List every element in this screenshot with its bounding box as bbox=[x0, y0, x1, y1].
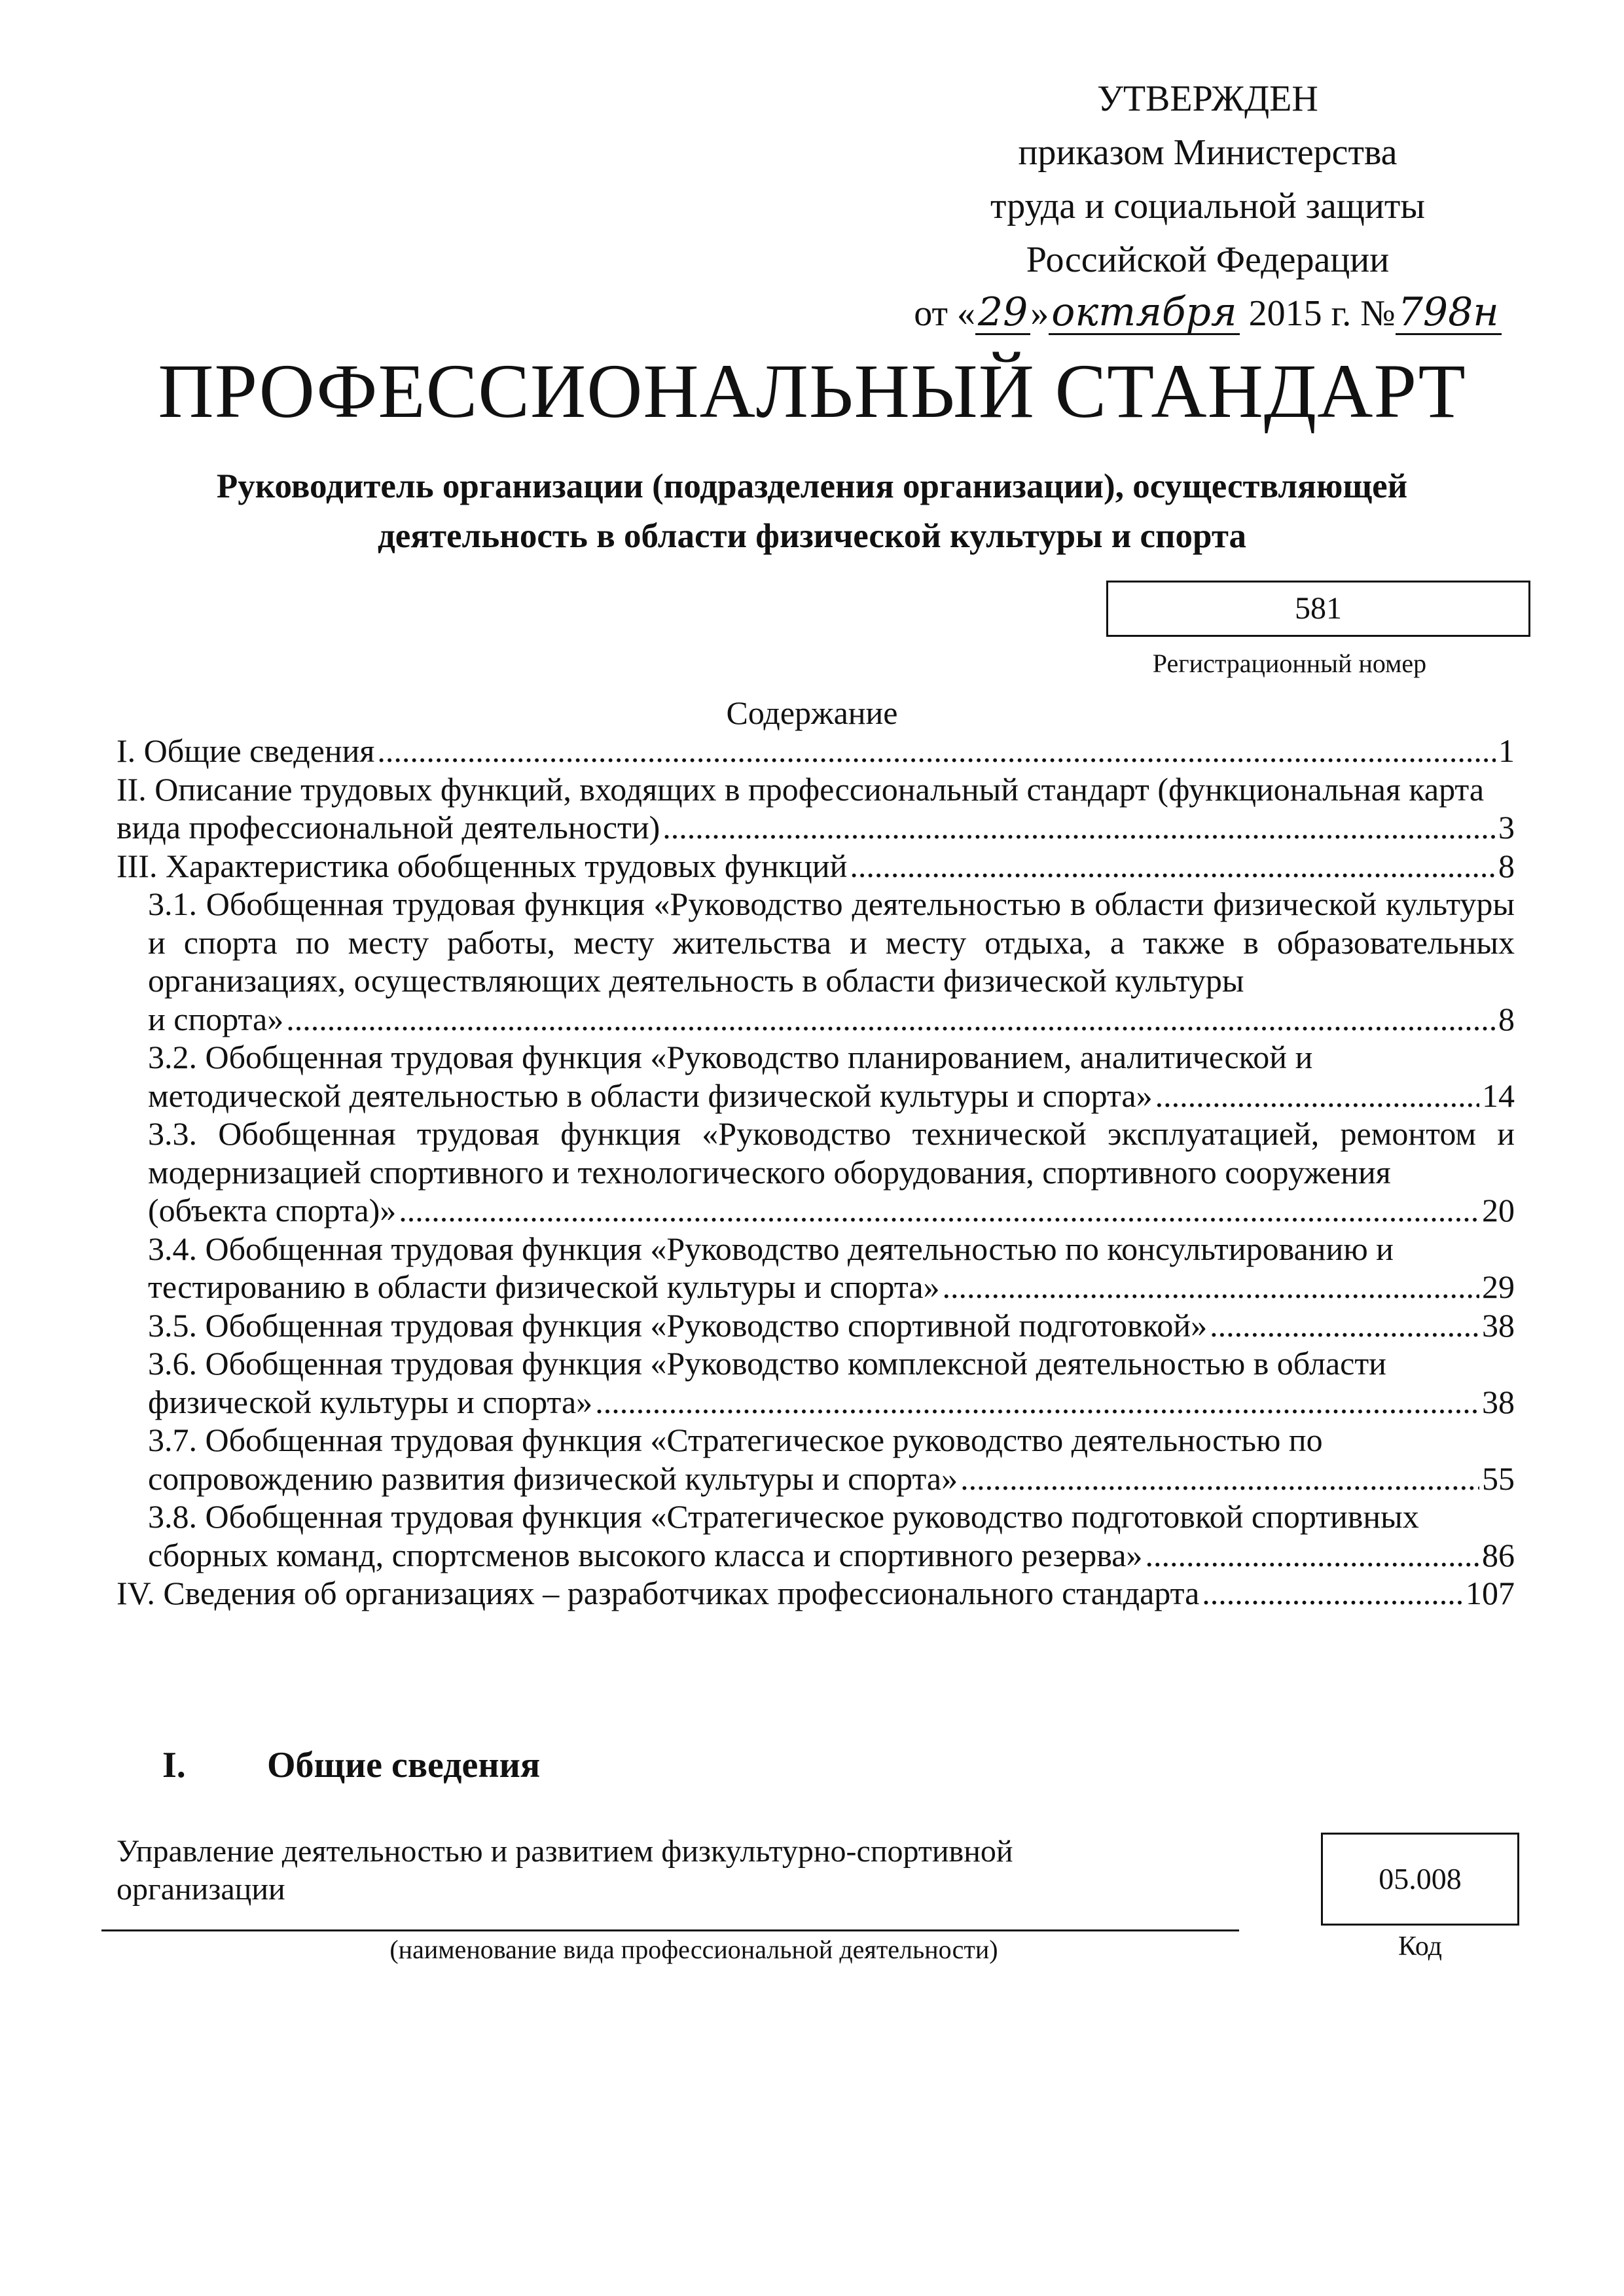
toc-page: 8 bbox=[1498, 847, 1515, 884]
toc-item[interactable]: II. Описание трудовых функций, входящих в профессиональный стандарт (функциональная карта вида профессиональной деятельности) ..... 3 bbox=[117, 770, 1515, 847]
handwritten-month: октября bbox=[1049, 291, 1239, 335]
handwritten-day: 29 bbox=[975, 291, 1030, 335]
document-subtitle bbox=[131, 461, 1493, 561]
toc-dots bbox=[662, 808, 1496, 847]
toc-item[interactable]: 3.6. Обобщенная трудовая функция «Руководство комплексной деятельностью в области физической культуры и спорта» ..... 38 bbox=[117, 1344, 1515, 1421]
activity-code-caption: Код bbox=[1398, 1931, 1443, 1962]
toc-dots bbox=[595, 1383, 1479, 1422]
date-mid: » bbox=[1030, 293, 1049, 334]
section-number: I. bbox=[162, 1745, 186, 1785]
toc-page: 29 bbox=[1482, 1268, 1515, 1305]
registration-number-caption: Регистрационный номер bbox=[1152, 649, 1427, 678]
subtitle-line: деятельность в области физической культуры и спорта bbox=[377, 517, 1247, 555]
toc-page: 38 bbox=[1482, 1306, 1515, 1344]
approval-line: приказом Министерства bbox=[1018, 132, 1398, 173]
toc-item[interactable]: I. Общие сведения ..... 1 bbox=[117, 732, 1515, 770]
toc-page: 1 bbox=[1498, 732, 1515, 769]
approval-block bbox=[913, 72, 1502, 340]
toc-page: 8 bbox=[1498, 1000, 1515, 1037]
toc-item[interactable]: 3.5. Обобщенная трудовая функция «Руководство спортивной подготовкой» ..... 38 bbox=[117, 1306, 1515, 1345]
toc-page: 3 bbox=[1498, 809, 1515, 846]
underline-divider bbox=[101, 1929, 1239, 1931]
registration-number-box: 581 bbox=[1106, 581, 1530, 637]
document-title: ПРОФЕССИОНАЛЬНЫЙ СТАНДАРТ bbox=[158, 348, 1466, 434]
activity-caption: (наименование вида профессиональной деятельности) bbox=[389, 1935, 998, 1964]
toc-dots bbox=[1210, 1306, 1479, 1345]
toc-dots bbox=[960, 1460, 1479, 1498]
toc-dots bbox=[399, 1191, 1479, 1230]
section-heading bbox=[162, 1744, 540, 1786]
activity-line: Управление деятельностью и развитием физкультурно-спортивной bbox=[117, 1834, 1013, 1869]
approval-line: Российской Федерации bbox=[1026, 240, 1390, 280]
toc-page: 38 bbox=[1482, 1383, 1515, 1420]
toc-dots bbox=[943, 1268, 1479, 1306]
activity-name bbox=[117, 1833, 1098, 1909]
toc-dots bbox=[1145, 1536, 1479, 1575]
approval-line: труда и социальной защиты bbox=[990, 186, 1425, 226]
toc-item[interactable]: 3.4. Обобщенная трудовая функция «Руководство деятельностью по консультированию и тестированию в области физической культуры и спорта» ..... 29 bbox=[117, 1230, 1515, 1306]
toc-item[interactable]: 3.2. Обобщенная трудовая функция «Руководство планированием, аналитической и методической деятельностью в области физической культуры и спорта» ..... 14 bbox=[117, 1038, 1515, 1115]
toc-item[interactable]: 3.1. Обобщенная трудовая функция «Руководство деятельностью в области физической культуры и спорта по месту работы, месту жительства и месту отдыха, а также в образовательных организациях, осуществляющих деятельность в области физической культуры и спорта» ..... 8 bbox=[117, 885, 1515, 1038]
activity-code-box: 05.008 bbox=[1321, 1833, 1519, 1926]
toc-item[interactable]: 3.3. Обобщенная трудовая функция «Руководство технической эксплуатацией, ремонтом и модернизацией спортивного и технологического оборудования, спортивного сооружения (объекта спорта)» ..... 20 bbox=[117, 1115, 1515, 1230]
toc-dots bbox=[1155, 1077, 1479, 1115]
subtitle-line: Руководитель организации (подразделения организации), осуществляющей bbox=[216, 467, 1408, 505]
toc-item[interactable]: III. Характеристика обобщенных трудовых функций ..... 8 bbox=[117, 847, 1515, 886]
toc-item[interactable]: 3.7. Обобщенная трудовая функция «Стратегическое руководство деятельностью по сопровождению развития физической культуры и спорта» ..... 55 bbox=[117, 1421, 1515, 1498]
toc-item[interactable]: 3.8. Обобщенная трудовая функция «Стратегическое руководство подготовкой спортивных сборных команд, спортсменов высокого класса и спортивного резерва» ..... 86 bbox=[117, 1498, 1515, 1574]
toc-dots bbox=[1202, 1574, 1463, 1613]
approval-date-line bbox=[913, 287, 1502, 340]
toc-page: 20 bbox=[1482, 1192, 1515, 1229]
toc-heading: Содержание bbox=[726, 694, 898, 731]
toc-dots bbox=[286, 1000, 1496, 1039]
toc-page: 55 bbox=[1482, 1460, 1515, 1497]
handwritten-order-number: 798н bbox=[1396, 291, 1502, 335]
date-year: 2015 г. № bbox=[1248, 293, 1396, 334]
table-of-contents bbox=[117, 732, 1515, 1613]
activity-line: организации bbox=[117, 1872, 285, 1907]
toc-page: 14 bbox=[1482, 1077, 1515, 1114]
toc-item[interactable]: IV. Сведения об организациях – разработчиках профессионального стандарта ..... 107 bbox=[117, 1574, 1515, 1613]
toc-dots bbox=[850, 847, 1496, 886]
approval-line: УТВЕРЖДЕН bbox=[1097, 79, 1318, 119]
toc-page: 107 bbox=[1466, 1575, 1515, 1611]
toc-page: 86 bbox=[1482, 1536, 1515, 1573]
date-prefix: от « bbox=[914, 293, 975, 334]
section-title: Общие сведения bbox=[267, 1745, 541, 1785]
toc-dots bbox=[377, 732, 1496, 770]
